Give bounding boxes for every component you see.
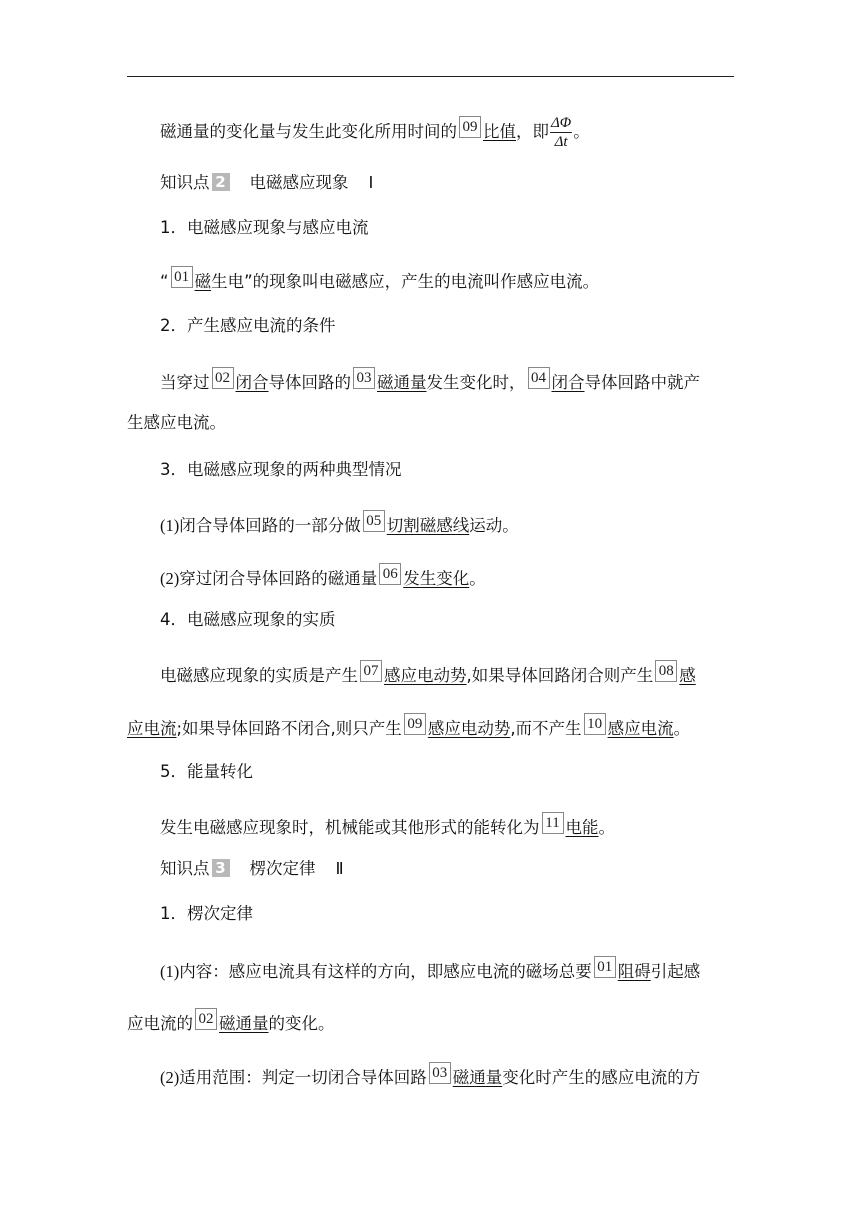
text: ;如果导体回路不闭合,则只产生 [176, 719, 402, 738]
answer-text: 切割磁感线 [386, 516, 470, 535]
text: 运动。 [469, 516, 519, 535]
text: 导体回路中就产 [584, 373, 700, 392]
paragraph-line [160, 1062, 734, 1090]
answer-text: 电能 [565, 818, 599, 837]
paragraph-line [160, 812, 734, 840]
paragraph-line [160, 367, 734, 395]
paragraph-line [160, 563, 734, 591]
answer-text: 比值 [483, 122, 516, 141]
fraction-numerator: ΔΦ [551, 115, 572, 131]
blank-number: 09 [459, 116, 481, 138]
header-rule [127, 76, 734, 77]
level-mark: Ⅱ [335, 859, 344, 878]
answer-text: 磁通量 [452, 1068, 503, 1087]
answer-text: 感 [679, 666, 696, 685]
text: 当穿过 [160, 373, 210, 392]
paragraph-line [160, 266, 734, 294]
text: 。 [469, 569, 486, 588]
item-number: (1) [160, 516, 180, 535]
text: 闭合导体回路的一部分做 [179, 516, 361, 535]
answer-text: 磁 [194, 272, 212, 291]
section-heading [160, 171, 734, 195]
paragraph-line [160, 510, 734, 538]
text: ,如果导体回路闭合则产生 [466, 666, 654, 685]
text: 引起感 [650, 962, 701, 981]
paragraph-line [127, 713, 734, 741]
paragraph-line: 生感应电流。 [127, 413, 226, 432]
text: “ [160, 272, 169, 291]
text: 变化时产生的感应电流的方 [502, 1068, 701, 1087]
text: 适用范围：判定一切闭合导体回路 [179, 1068, 427, 1087]
blank-number: 01 [594, 956, 616, 978]
subheading: 1．楞次定律 [160, 904, 253, 923]
text: 应电流的 [127, 1014, 193, 1033]
blank-number: 03 [353, 367, 375, 389]
text: 内容：感应电流具有这样的方向，即感应电流的磁场总要 [179, 962, 592, 981]
blank-number: 06 [379, 563, 401, 585]
heading-title: 楞次定律 [249, 859, 316, 878]
text: 。 [598, 818, 615, 837]
level-mark: Ⅰ [368, 173, 374, 192]
subheading: 2．产生感应电流的条件 [160, 316, 336, 335]
item-number: (2) [160, 1068, 180, 1087]
blank-number: 02 [212, 367, 234, 389]
text: 的变化。 [268, 1014, 335, 1033]
subheading: 4．电磁感应现象的实质 [160, 610, 336, 629]
heading-title: 电磁感应现象 [249, 173, 349, 192]
text: 发生电磁感应现象时，机械能或其他形式的能转化为 [160, 818, 540, 837]
paragraph-line [160, 956, 734, 984]
answer-text: 阻碍 [617, 962, 651, 981]
paragraph-line [127, 1008, 734, 1036]
answer-text: 感应电流 [607, 719, 674, 738]
answer-text: 发生变化 [403, 569, 470, 588]
text: 电磁感应现象的实质是产生 [160, 666, 358, 685]
answer-text: 闭合 [235, 373, 269, 392]
text: 。 [573, 122, 590, 141]
text: 。 [673, 719, 691, 738]
blank-number: 11 [542, 812, 564, 834]
answer-text: 应电流 [127, 719, 177, 738]
blank-number: 04 [528, 367, 550, 389]
blank-number: 10 [584, 713, 606, 735]
answer-text: 感应电动势 [427, 719, 511, 738]
blank-number: 07 [360, 660, 382, 682]
section-heading [160, 857, 734, 881]
blank-number: 05 [363, 510, 385, 532]
blank-number: 01 [171, 266, 193, 288]
section-badge: 3 [212, 859, 230, 877]
text: ，即 [516, 122, 549, 141]
paragraph-line [160, 660, 734, 688]
text: 磁通量的变化量与发生此变化所用时间的 [160, 122, 457, 141]
subheading: 5．能量转化 [160, 762, 253, 781]
text: 导体回路的 [268, 373, 351, 392]
blank-number: 08 [655, 660, 677, 682]
blank-number: 03 [429, 1062, 451, 1084]
subheading: 3．电磁感应现象的两种典型情况 [160, 460, 402, 479]
item-number: (1) [160, 962, 180, 981]
text: 发生变化时， [426, 373, 526, 392]
heading-label: 知识点 [160, 173, 210, 192]
fraction-formula [550, 114, 572, 151]
paragraph-line [160, 114, 734, 151]
answer-text: 闭合 [551, 373, 585, 392]
answer-text: 磁通量 [219, 1014, 269, 1033]
text: 穿过闭合导体回路的磁通量 [179, 569, 378, 588]
item-number: (2) [160, 569, 180, 588]
subheading: 1．电磁感应现象与感应电流 [160, 218, 369, 237]
heading-label: 知识点 [160, 859, 210, 878]
text: ,而不产生 [510, 719, 582, 738]
answer-text: 感应电动势 [384, 666, 467, 685]
answer-text: 磁通量 [377, 373, 427, 392]
fraction-denominator: Δt [554, 134, 568, 150]
blank-number: 02 [195, 1008, 217, 1030]
section-badge: 2 [212, 173, 230, 191]
blank-number: 09 [404, 713, 426, 735]
text: 生电”的现象叫电磁感应，产生的电流叫作感应电流。 [211, 272, 600, 291]
